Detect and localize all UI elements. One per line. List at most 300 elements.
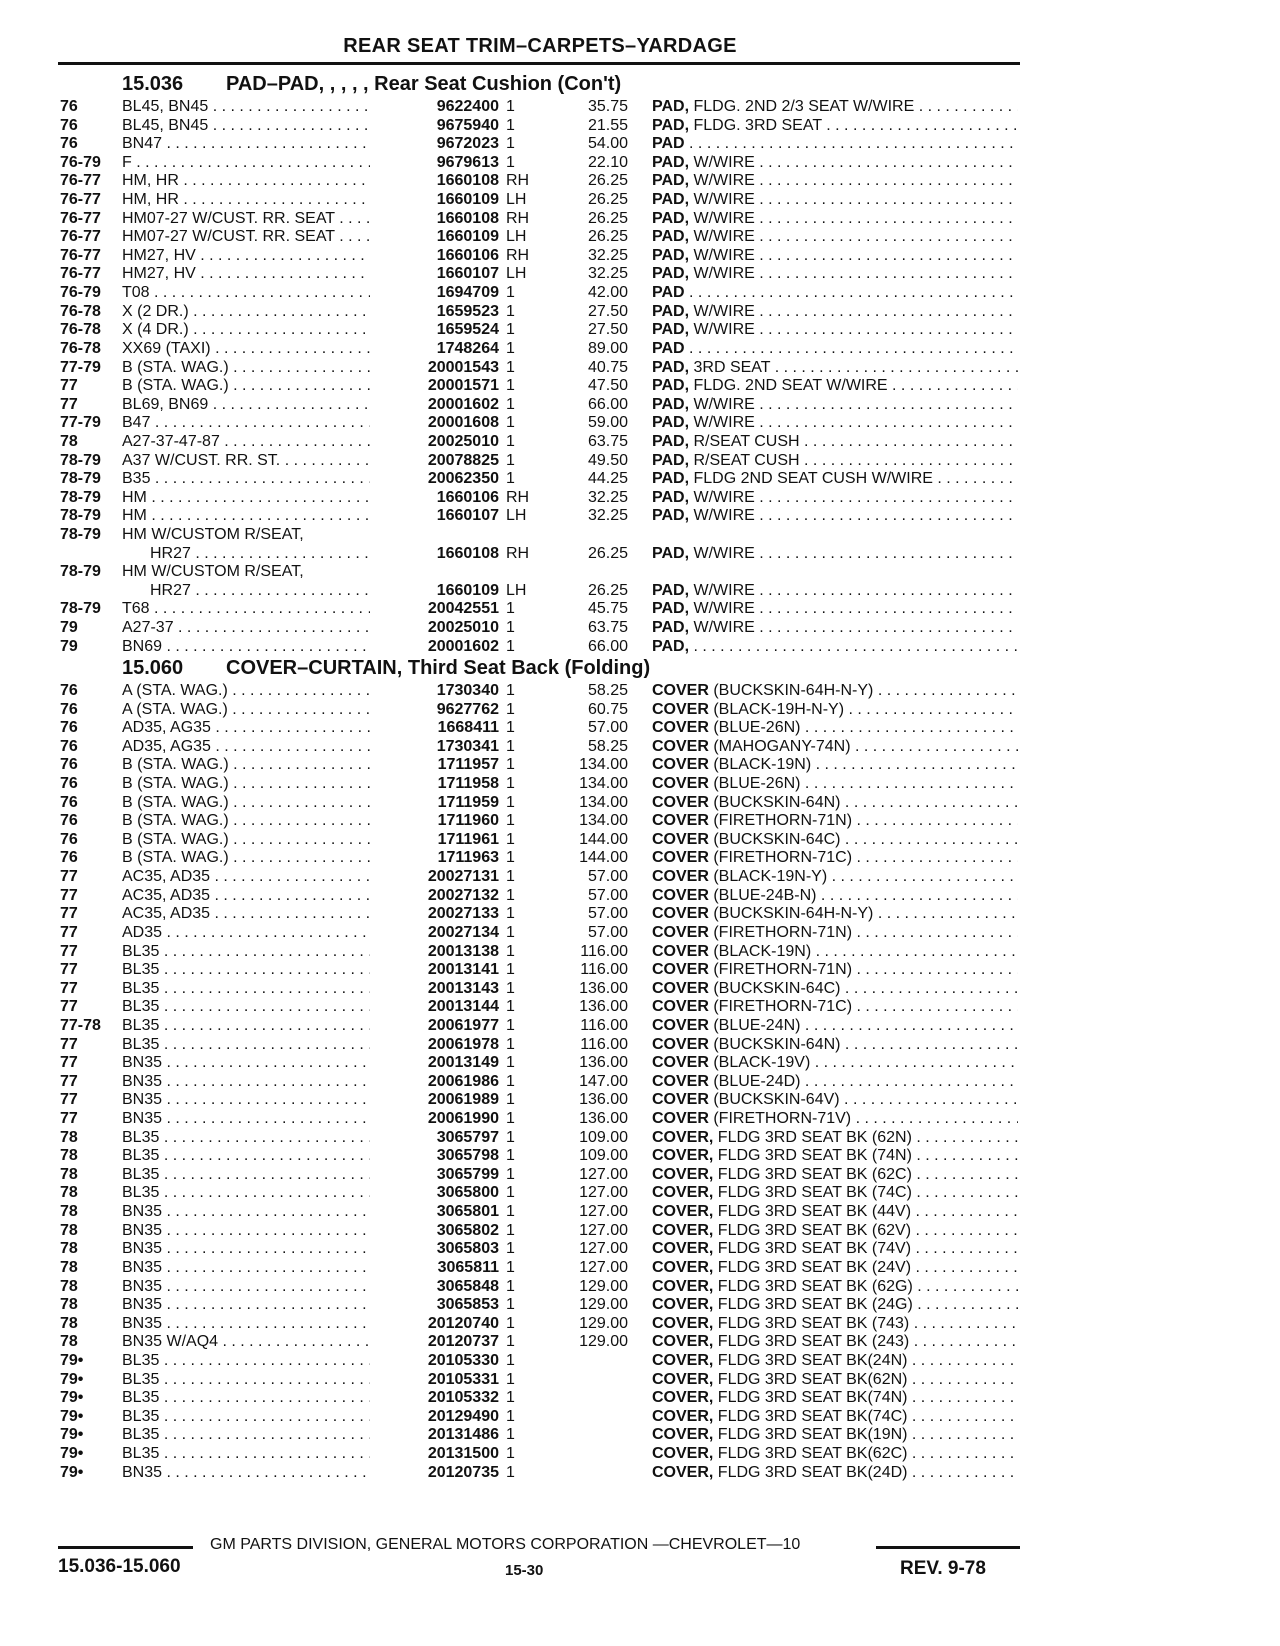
price-cell: 127.00 (579, 1165, 628, 1183)
quantity-cell: 1 (506, 1389, 515, 1407)
description-text: FLDG 3RD SEAT BK (74C) (713, 1184, 912, 1202)
table-row (0, 756, 1280, 775)
part-number-cell: 1668411 (370, 719, 499, 738)
description-keyword: COVER (652, 868, 709, 886)
table-row (0, 775, 1280, 794)
description-text: (BUCKSKIN-64N) (708, 793, 841, 811)
model-cell: HM, HR . . . (122, 172, 392, 191)
description-keyword: PAD, (652, 191, 690, 209)
description-text: FLDG 3RD SEAT BK (24V) (713, 1258, 912, 1276)
description-cell (652, 1445, 1018, 1464)
part-number-cell: 9672023 (370, 135, 499, 154)
description-keyword: PAD, (652, 246, 690, 264)
section-number: 15.036 (122, 73, 184, 95)
year-cell: 76 (60, 116, 78, 134)
part-number-cell: 1659523 (370, 303, 499, 322)
table-row (0, 868, 1280, 887)
quantity-cell: 1 (506, 1240, 515, 1258)
part-number-cell: 20105331 (370, 1371, 499, 1390)
price-cell: 22.10 (587, 153, 628, 171)
description-cell (652, 1110, 1018, 1129)
table-row (0, 377, 1280, 396)
quantity-cell: 1 (506, 812, 515, 830)
model-cell: BL35 . . . (122, 1129, 392, 1148)
description-text: FLDG 3RD SEAT BK(24D) (713, 1463, 908, 1481)
year-cell: 76-78 (60, 339, 101, 357)
quantity-cell: 1 (506, 395, 515, 413)
part-number-cell: 1660109 (370, 582, 499, 601)
price-cell: 109.00 (579, 1128, 628, 1146)
description-keyword: PAD, (652, 302, 690, 320)
part-number-cell: 20001543 (370, 359, 499, 378)
table-row (0, 1240, 1280, 1259)
part-number-cell: 20078825 (370, 452, 499, 471)
model-cell: BN35 . . . (122, 1259, 392, 1278)
year-cell: 76 (60, 682, 78, 699)
description-cell (652, 247, 1018, 266)
table-row (0, 1184, 1280, 1203)
year-cell: 79• (60, 1370, 84, 1388)
description-cell (652, 1259, 1018, 1278)
quantity-cell: 1 (506, 998, 515, 1016)
description-cell (652, 284, 1018, 303)
table-row (0, 1017, 1280, 1036)
description-cell (652, 812, 1018, 831)
model-cell: BL35 . . . (122, 998, 392, 1017)
year-cell: 78-79 (60, 600, 101, 618)
price-cell: 26.25 (587, 228, 628, 246)
description-text: FLDG 3RD SEAT BK (74N) (713, 1147, 912, 1165)
description-keyword: PAD, (652, 395, 690, 413)
table-row (0, 719, 1280, 738)
quantity-cell: 1 (506, 849, 515, 867)
description-cell (652, 545, 1018, 564)
table-row (0, 507, 1280, 526)
description-text: FLDG 3RD SEAT BK(19N) (713, 1426, 908, 1444)
price-cell: 136.00 (579, 998, 628, 1016)
description-keyword: PAD, (652, 414, 690, 432)
description-cell (652, 1371, 1018, 1390)
model-cell: BN35 . . . (122, 1203, 392, 1222)
year-cell: 76-77 (60, 228, 101, 246)
description-cell (652, 1017, 1018, 1036)
quantity-cell: 1 (506, 1110, 515, 1128)
table-row (0, 1147, 1280, 1166)
description-cell (652, 905, 1018, 924)
table-row (0, 1129, 1280, 1148)
quantity-cell: 1 (506, 756, 515, 774)
quantity-cell: 1 (506, 284, 515, 302)
price-cell: 26.25 (587, 544, 628, 562)
model-cell: B (STA. WAG.) . . . (122, 812, 392, 831)
description-cell (652, 1073, 1018, 1092)
description-keyword: COVER, (652, 1314, 714, 1332)
quantity-cell: 1 (506, 619, 515, 637)
part-number-cell: 20001602 (370, 396, 499, 415)
description-cell (652, 210, 1018, 229)
description-text: W/WIRE (689, 414, 755, 432)
year-cell: 78 (60, 1333, 78, 1351)
model-cell: BL35 . . . (122, 1445, 392, 1464)
price-cell: 26.25 (587, 172, 628, 190)
description-keyword: COVER (652, 886, 709, 904)
year-cell: 77 (60, 377, 78, 395)
year-cell: 78 (60, 1203, 78, 1221)
quantity-cell: 1 (506, 1463, 515, 1481)
description-text: FLDG 3RD SEAT BK(62N) (713, 1370, 908, 1388)
part-number-cell: 20025010 (370, 433, 499, 452)
price-cell: 57.00 (587, 719, 628, 737)
table-row (0, 998, 1280, 1017)
year-cell: 76 (60, 756, 78, 774)
description-cell (652, 489, 1018, 508)
description-keyword: PAD (652, 339, 685, 357)
description-cell (652, 943, 1018, 962)
part-number-cell: 9627762 (370, 701, 499, 720)
quantity-cell: 1 (506, 1444, 515, 1462)
table-row (0, 433, 1280, 452)
description-cell (652, 228, 1018, 247)
table-row (0, 563, 1280, 582)
model-cell: BN35 . . . (122, 1296, 392, 1315)
quantity-cell: 1 (506, 1426, 515, 1444)
description-cell (652, 303, 1018, 322)
part-number-cell: 20131486 (370, 1426, 499, 1445)
description-cell (652, 1054, 1018, 1073)
table-row (0, 247, 1280, 266)
quantity-cell: 1 (506, 905, 515, 923)
year-cell: 76-77 (60, 191, 101, 209)
description-text: (FIRETHORN-71N) (708, 961, 853, 979)
description-text: FLDG. 2ND SEAT W/WIRE (689, 377, 888, 395)
table-row (0, 1036, 1280, 1055)
footer-section-range: 15.036-15.060 (58, 1556, 181, 1577)
description-cell (652, 756, 1018, 775)
table-row (0, 638, 1280, 657)
model-cell: BL35 . . . (122, 1426, 392, 1445)
description-cell (652, 135, 1018, 154)
table-row (0, 117, 1280, 136)
revision-date: REV. 9-78 (900, 1558, 986, 1579)
price-cell: 136.00 (579, 979, 628, 997)
description-cell (652, 396, 1018, 415)
model-cell: AC35, AD35 . . . (122, 868, 392, 887)
description-cell (652, 1166, 1018, 1185)
part-number-cell: 9622400 (370, 98, 499, 117)
description-keyword: PAD, (652, 432, 690, 450)
year-cell: 77 (60, 1072, 78, 1090)
quantity-cell: 1 (506, 775, 515, 793)
price-cell: 144.00 (579, 849, 628, 867)
description-keyword: COVER (652, 1035, 709, 1053)
model-cell: BN47 . . . (122, 135, 392, 154)
table-row (0, 470, 1280, 489)
table-row (0, 619, 1280, 638)
description-text: W/WIRE (689, 507, 755, 525)
quantity-cell: 1 (506, 1072, 515, 1090)
description-cell (652, 831, 1018, 850)
quantity-cell: 1 (506, 1054, 515, 1072)
price-cell: 32.25 (587, 507, 628, 525)
description-keyword: COVER (652, 737, 709, 755)
model-cell: A (STA. WAG.) . . . (122, 701, 392, 720)
model-cell: AC35, AD35 . . . (122, 905, 392, 924)
part-number-cell: 20062350 (370, 470, 499, 489)
model-cell: BN69 . . . (122, 638, 392, 657)
table-row (0, 210, 1280, 229)
year-cell: 76 (60, 793, 78, 811)
description-keyword: PAD, (652, 581, 690, 599)
description-keyword: COVER (652, 1054, 709, 1072)
quantity-cell: 1 (506, 432, 515, 450)
model-cell: BL35 . . . (122, 943, 392, 962)
description-text: (FIRETHORN-71N) (708, 812, 853, 830)
price-cell: 116.00 (580, 942, 628, 960)
section-title: COVER–CURTAIN, Third Seat Back (Folding) (226, 657, 651, 679)
table-row (0, 887, 1280, 906)
description-keyword: COVER, (652, 1184, 714, 1202)
part-number-cell: 9675940 (370, 117, 499, 136)
table-row (0, 1296, 1280, 1315)
quantity-cell: 1 (506, 302, 515, 320)
year-cell: 79• (60, 1389, 84, 1407)
table-row (0, 321, 1280, 340)
model-cell: BN35 . . . (122, 1278, 392, 1297)
model-cell: HM27, HV . . . (122, 247, 392, 266)
year-cell: 79• (60, 1351, 84, 1369)
quantity-cell: 1 (506, 358, 515, 376)
description-keyword: PAD, (652, 619, 690, 637)
part-number-cell: 1660106 (370, 247, 499, 266)
part-number-cell: 3065853 (370, 1296, 499, 1315)
description-keyword: COVER, (652, 1221, 714, 1239)
year-cell: 77-79 (60, 414, 101, 432)
price-cell: 89.00 (587, 339, 628, 357)
quantity-cell: LH (506, 581, 527, 599)
year-cell: 78 (60, 1296, 78, 1314)
description-keyword: PAD (652, 135, 685, 153)
year-cell: 78-79 (60, 507, 101, 525)
table-row (0, 359, 1280, 378)
part-number-cell: 20013144 (370, 998, 499, 1017)
part-number-cell: 1730340 (370, 682, 499, 701)
description-text: W/WIRE (689, 321, 755, 339)
description-text: FLDG 3RD SEAT BK (62C) (713, 1165, 912, 1183)
description-cell (652, 980, 1018, 999)
quantity-cell: 1 (506, 1128, 515, 1146)
description-cell (652, 1091, 1018, 1110)
description-text: W/WIRE (689, 488, 755, 506)
description-keyword: PAD, (652, 321, 690, 339)
year-cell: 76-78 (60, 302, 101, 320)
model-cell: B35 . . . (122, 470, 392, 489)
description-cell (652, 682, 1018, 701)
description-cell (652, 701, 1018, 720)
year-cell: 78-79 (60, 488, 101, 506)
model-cell: B (STA. WAG.) . . . (122, 794, 392, 813)
description-text: FLDG 3RD SEAT BK(24N) (713, 1351, 908, 1369)
price-cell: 134.00 (579, 775, 628, 793)
quantity-cell: 1 (506, 1258, 515, 1276)
description-keyword: COVER (652, 998, 709, 1016)
description-cell (652, 600, 1018, 619)
description-keyword: COVER, (652, 1128, 714, 1146)
part-number-cell: 1748264 (370, 340, 499, 359)
title-rule (58, 62, 1020, 65)
model-cell: BL45, BN45 . . . (122, 117, 392, 136)
description-keyword: PAD, (652, 228, 690, 246)
model-cell: HM07-27 W/CUST. RR. SEAT . . . (122, 228, 392, 247)
description-cell (652, 582, 1018, 601)
description-text: FLDG 3RD SEAT BK (62G) (713, 1277, 913, 1295)
part-number-cell: 20105332 (370, 1389, 499, 1408)
price-cell: 21.55 (587, 116, 628, 134)
description-keyword: COVER, (652, 1277, 714, 1295)
quantity-cell: 1 (506, 1407, 515, 1425)
table-row (0, 154, 1280, 173)
quantity-cell: 1 (506, 1165, 515, 1183)
quantity-cell: 1 (506, 153, 515, 171)
table-row (0, 396, 1280, 415)
description-keyword: COVER (652, 1016, 709, 1034)
description-text: (BLACK-19N-Y) (708, 868, 828, 886)
quantity-cell: RH (506, 544, 530, 562)
part-number-cell: 1660106 (370, 489, 499, 508)
model-cell: B (STA. WAG.) . . . (122, 831, 392, 850)
part-number-cell: 20027134 (370, 924, 499, 943)
description-keyword: COVER (652, 1091, 709, 1109)
price-cell: 129.00 (579, 1314, 628, 1332)
price-cell: 66.00 (587, 637, 628, 655)
part-number-cell: 1660108 (370, 545, 499, 564)
price-cell: 136.00 (579, 1091, 628, 1109)
description-keyword: COVER, (652, 1258, 714, 1276)
year-cell: 78 (60, 1258, 78, 1276)
model-cell: X (2 DR.) . . . (122, 303, 392, 322)
part-number-cell: 20042551 (370, 600, 499, 619)
description-text: FLDG 3RD SEAT BK(74N) (713, 1389, 908, 1407)
quantity-cell: 1 (506, 737, 515, 755)
description-keyword: PAD, (652, 116, 690, 134)
description-keyword: COVER, (652, 1333, 714, 1351)
part-number-cell: 20013143 (370, 980, 499, 999)
model-cell: HM . . . (122, 507, 392, 526)
quantity-cell: 1 (506, 1314, 515, 1332)
part-number-cell: 3065799 (370, 1166, 499, 1185)
model-cell: T68 . . . (122, 600, 392, 619)
price-cell: 134.00 (579, 756, 628, 774)
description-keyword: PAD, (652, 153, 690, 171)
description-text: W/WIRE (689, 228, 755, 246)
table-row (0, 452, 1280, 471)
model-cell: BL35 . . . (122, 1184, 392, 1203)
description-cell (652, 1333, 1018, 1352)
description-keyword: COVER, (652, 1370, 714, 1388)
price-cell: 134.00 (579, 793, 628, 811)
quantity-cell: 1 (506, 942, 515, 960)
year-cell: 77-78 (60, 1016, 101, 1034)
description-cell (652, 172, 1018, 191)
price-cell: 57.00 (587, 923, 628, 941)
description-cell (652, 1464, 1018, 1483)
part-number-cell: 20027132 (370, 887, 499, 906)
description-text: W/WIRE (689, 544, 755, 562)
description-text: R/SEAT CUSH (689, 451, 800, 469)
quantity-cell: 1 (506, 1333, 515, 1351)
quantity-cell: 1 (506, 868, 515, 886)
price-cell: 144.00 (579, 830, 628, 848)
price-cell: 45.75 (587, 600, 628, 618)
year-cell: 77 (60, 942, 78, 960)
model-cell: B (STA. WAG.) . . . (122, 377, 392, 396)
year-cell: 79• (60, 1426, 84, 1444)
part-number-cell: 3065797 (370, 1129, 499, 1148)
description-text: FLDG 3RD SEAT BK(74C) (713, 1407, 908, 1425)
description-text: (BLACK-19V) (708, 1054, 811, 1072)
model-cell: BL35 . . . (122, 1352, 392, 1371)
model-cell: HR27 . . . (150, 582, 392, 601)
part-number-cell: 1730341 (370, 738, 499, 757)
part-number-cell: 20061978 (370, 1036, 499, 1055)
description-cell (652, 507, 1018, 526)
description-text: W/WIRE (689, 209, 755, 227)
description-text: W/WIRE (689, 619, 755, 637)
model-cell: HM27, HV . . . (122, 265, 392, 284)
part-number-cell: 1660108 (370, 210, 499, 229)
footer-rule-right (876, 1546, 1020, 1549)
model-cell: A27-37-47-87 . . . (122, 433, 392, 452)
table-row (0, 98, 1280, 117)
model-cell: HR27 . . . (150, 545, 392, 564)
year-cell: 76 (60, 98, 78, 115)
price-cell: 59.00 (587, 414, 628, 432)
model-cell: A (STA. WAG.) . . . (122, 682, 392, 701)
table-row (0, 1110, 1280, 1129)
description-cell (652, 1222, 1018, 1241)
description-text: FLDG 3RD SEAT BK (24G) (713, 1296, 913, 1314)
description-keyword: COVER (652, 812, 709, 830)
description-cell (652, 1147, 1018, 1166)
table-row (0, 701, 1280, 720)
year-cell: 76 (60, 830, 78, 848)
year-cell: 77-79 (60, 358, 101, 376)
description-cell (652, 961, 1018, 980)
parts-list-15-036 (0, 98, 1280, 656)
section-title: PAD–PAD, , , , , Rear Seat Cushion (Con't) (226, 73, 622, 95)
year-cell: 77 (60, 923, 78, 941)
part-number-cell: 20027133 (370, 905, 499, 924)
model-cell: BN35 . . . (122, 1222, 392, 1241)
price-cell: 63.75 (587, 619, 628, 637)
quantity-cell: LH (506, 191, 527, 209)
year-cell: 78 (60, 432, 78, 450)
table-row (0, 1408, 1280, 1427)
price-cell: 129.00 (579, 1333, 628, 1351)
table-row (0, 1278, 1280, 1297)
model-cell: B47 . . . (122, 414, 392, 433)
quantity-cell: 1 (506, 961, 515, 979)
table-row (0, 812, 1280, 831)
table-row (0, 794, 1280, 813)
part-number-cell: 3065811 (370, 1259, 499, 1278)
description-keyword: COVER, (652, 1147, 714, 1165)
model-cell: A27-37 . . . (122, 619, 392, 638)
description-text: FLDG. 3RD SEAT (689, 116, 822, 134)
description-text: W/WIRE (689, 191, 755, 209)
year-cell: 77 (60, 1054, 78, 1072)
year-cell: 76-79 (60, 284, 101, 302)
table-row (0, 135, 1280, 154)
